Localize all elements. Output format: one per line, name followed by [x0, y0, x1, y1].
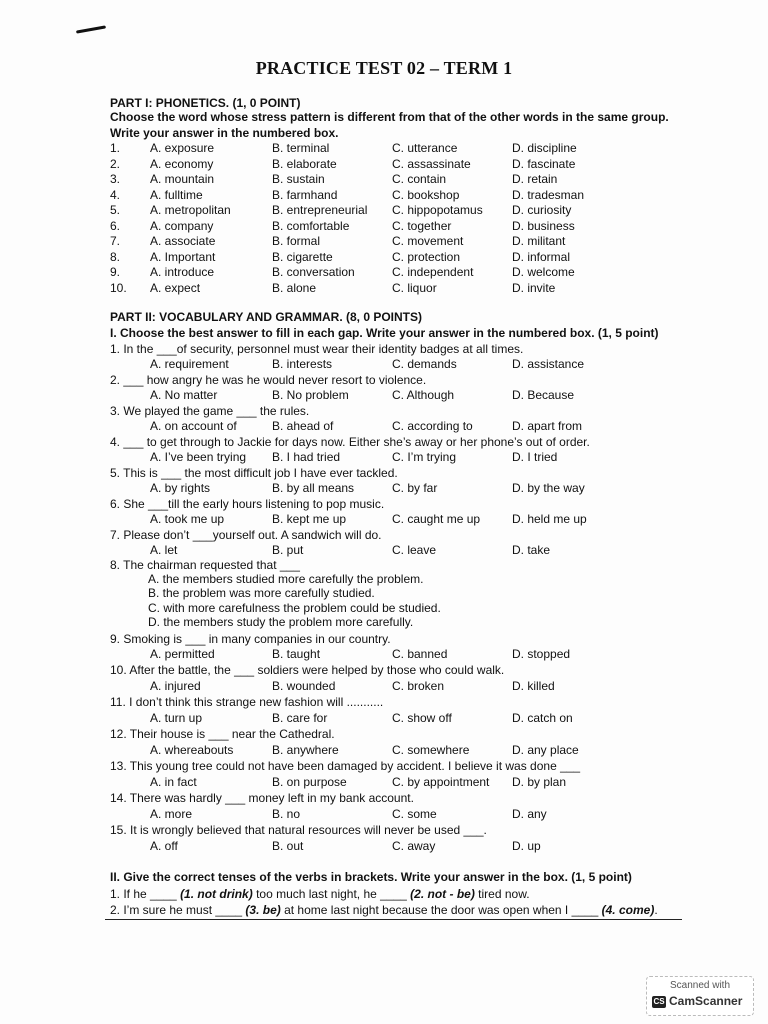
q7-option-b: B. put: [272, 543, 304, 557]
phonetics-option-a: A. expect: [150, 280, 201, 295]
phonetics-option-d: D. invite: [512, 280, 556, 295]
verb-q1-part-e: tired now.: [474, 887, 530, 901]
question-3: 3. We played the game ___ the rules.: [110, 404, 310, 418]
phonetics-number: 1.: [110, 141, 121, 155]
q10-option-a: A. injured: [150, 679, 201, 693]
q12-option-c: C. somewhere: [392, 743, 470, 757]
q1-option-b: B. interests: [272, 357, 333, 371]
phonetics-option-a: A. metropolitan: [150, 203, 231, 217]
phonetics-number: 4.: [110, 187, 121, 202]
q10-option-d: D. killed: [512, 679, 555, 693]
phonetics-option-d: D. discipline: [512, 141, 577, 155]
bottom-rule: [105, 919, 682, 920]
verb-q2-part-c: at home last night because the door was open when I ____: [280, 903, 602, 917]
phonetics-option-a: A. introduce: [150, 265, 215, 279]
verb-q2-cue-4: (4. come): [601, 903, 655, 917]
question-12: 12. Their house is ___ near the Cathedral.: [110, 727, 335, 741]
q4-option-b: B. I had tried: [272, 450, 341, 464]
q14-option-a: A. more: [150, 807, 193, 821]
q2-option-b: B. No problem: [272, 388, 349, 402]
phonetics-option-b: B. sustain: [272, 172, 325, 186]
verb-q2-part-e: .: [654, 903, 658, 917]
q12-option-d: D. any place: [512, 743, 579, 757]
phonetics-option-c: C. assassinate: [392, 156, 471, 171]
question-4: 4. ___ to get through to Jackie for days now. Either she’s away or her phone’s out of order.: [110, 435, 590, 449]
phonetics-option-b: B. elaborate: [272, 156, 337, 171]
part1-instruction-2: Write your answer in the numbered box.: [110, 126, 339, 140]
watermark-caption: Scanned with: [669, 980, 731, 991]
phonetics-option-a: A. associate: [150, 234, 216, 248]
phonetics-option-d: D. informal: [512, 249, 571, 264]
q5-option-c: C. by far: [392, 481, 438, 495]
verb-q1-part-c: too much last night, he ____: [252, 887, 411, 901]
phonetics-option-c: C. together: [392, 218, 452, 233]
q3-option-a: A. on account of: [150, 419, 237, 433]
part1-instruction-1: Choose the word whose stress pattern is different from that of the other words in the same group.: [110, 110, 669, 124]
question-13: 13. This young tree could not have been damaged by accident. I believe it was done ___: [110, 759, 581, 773]
phonetics-option-d: D. welcome: [512, 265, 575, 279]
question-9: 9. Smoking is ___ in many companies in our country.: [110, 632, 391, 646]
phonetics-option-a: A. mountain: [150, 172, 215, 186]
verb-question-2: [110, 903, 658, 917]
q14-option-c: C. some: [392, 807, 437, 821]
phonetics-option-d: D. curiosity: [512, 203, 572, 217]
q3-option-c: C. according to: [392, 419, 473, 433]
q13-option-d: D. by plan: [512, 775, 567, 789]
q15-option-b: B. out: [272, 839, 304, 853]
phonetics-option-b: B. terminal: [272, 141, 330, 155]
question-2: 2. ___ how angry he was he would never resort to violence.: [110, 373, 427, 387]
q7-option-a: A. let: [150, 543, 178, 557]
q7-option-d: D. take: [512, 543, 551, 557]
phonetics-option-b: B. conversation: [272, 265, 355, 279]
q15-option-a: A. off: [150, 839, 178, 853]
q7-option-c: C. leave: [392, 543, 437, 557]
q2-option-c: C. Although: [392, 388, 455, 402]
q4-option-a: A. I’ve been trying: [150, 450, 247, 464]
verb-q1-cue-1: (1. not drink): [180, 887, 253, 901]
phonetics-number: 3.: [110, 172, 121, 186]
phonetics-number: 7.: [110, 234, 121, 248]
phonetics-number: 6.: [110, 218, 121, 233]
q8-option-c: C. with more carefulness the problem could be studied.: [148, 601, 441, 615]
page-title: PRACTICE TEST 02 – TERM 1: [255, 58, 513, 78]
q12-option-a: A. whereabouts: [150, 743, 234, 757]
phonetics-option-d: D. retain: [512, 172, 558, 186]
q5-option-a: A. by rights: [150, 481, 211, 495]
q1-option-c: C. demands: [392, 357, 457, 371]
camscanner-watermark: [646, 976, 754, 1016]
q8-option-b: B. the problem was more carefully studied.: [148, 586, 375, 600]
watermark-brand: CamScanner: [669, 994, 743, 1008]
q4-option-d: D. I tried: [512, 450, 558, 464]
question-11: 11. I don’t think this strange new fashion will ...........: [110, 695, 384, 709]
question-8: 8. The chairman requested that ___: [110, 558, 300, 572]
q5-option-b: B. by all means: [272, 481, 355, 495]
phonetics-option-d: D. fascinate: [512, 156, 576, 171]
phonetics-option-b: B. farmhand: [272, 187, 338, 202]
verb-question-1: [110, 887, 530, 901]
phonetics-option-d: D. tradesman: [512, 187, 585, 202]
question-10: 10. After the battle, the ___ soldiers were helped by those who could walk.: [110, 663, 505, 677]
phonetics-option-d: D. business: [512, 218, 575, 233]
verb-q2-part-a: 2. I’m sure he must ____: [110, 903, 246, 917]
q6-option-c: C. caught me up: [392, 512, 481, 526]
question-1: 1. In the ___of security, personnel must wear their identity badges at all times.: [110, 342, 524, 356]
q6-option-d: D. held me up: [512, 512, 587, 526]
q1-option-a: A. requirement: [150, 357, 229, 371]
phonetics-option-c: C. liquor: [392, 280, 437, 295]
q6-option-b: B. kept me up: [272, 512, 347, 526]
phonetics-option-c: C. independent: [392, 265, 474, 279]
q13-option-a: A. in fact: [150, 775, 197, 789]
part2-section1-instruction: I. Choose the best answer to fill in each gap. Write your answer in the numbered box. (1, 5 point): [110, 326, 659, 340]
phonetics-number: 10.: [110, 280, 127, 295]
phonetics-option-b: B. formal: [272, 234, 321, 248]
q9-option-c: C. banned: [392, 647, 448, 661]
phonetics-number: 9.: [110, 265, 121, 279]
q8-option-d: D. the members study the problem more carefully.: [148, 615, 414, 629]
q13-option-c: C. by appointment: [392, 775, 490, 789]
phonetics-option-c: C. movement: [392, 234, 464, 248]
camscanner-logo-icon: CS: [653, 997, 665, 1006]
q11-option-c: C. show off: [392, 711, 452, 725]
q13-option-b: B. on purpose: [272, 775, 347, 789]
pen-stroke-mark: [76, 25, 106, 33]
q2-option-d: D. Because: [512, 388, 575, 402]
phonetics-option-c: C. utterance: [392, 141, 458, 155]
q11-option-a: A. turn up: [150, 711, 203, 725]
q3-option-b: B. ahead of: [272, 419, 334, 433]
question-15: 15. It is wrongly believed that natural resources will never be used ___.: [110, 823, 487, 837]
q14-option-b: B. no: [272, 807, 301, 821]
phonetics-option-a: A. Important: [150, 249, 216, 264]
phonetics-number: 5.: [110, 203, 121, 217]
part2-section2-instruction: II. Give the correct tenses of the verbs in brackets. Write your answer in the box. (1, 5 point): [110, 870, 632, 884]
q1-option-d: D. assistance: [512, 357, 585, 371]
q9-option-d: D. stopped: [512, 647, 571, 661]
q15-option-c: C. away: [392, 839, 436, 853]
phonetics-number: 8.: [110, 249, 121, 264]
q12-option-b: B. anywhere: [272, 743, 339, 757]
verb-q1-cue-2: (2. not - be): [410, 887, 475, 901]
q15-option-d: D. up: [512, 839, 541, 853]
question-5: 5. This is ___ the most difficult job I have ever tackled.: [110, 466, 398, 480]
q9-option-b: B. taught: [272, 647, 321, 661]
phonetics-option-c: C. protection: [392, 249, 461, 264]
q10-option-c: C. broken: [392, 679, 445, 693]
phonetics-option-c: C. bookshop: [392, 187, 460, 202]
phonetics-option-a: A. fulltime: [150, 187, 203, 202]
phonetics-option-d: D. militant: [512, 234, 566, 248]
q5-option-d: D. by the way: [512, 481, 585, 495]
q10-option-b: B. wounded: [272, 679, 336, 693]
phonetics-option-b: B. comfortable: [272, 218, 350, 233]
phonetics-option-c: C. hippopotamus: [392, 203, 483, 217]
q2-option-a: A. No matter: [150, 388, 218, 402]
q11-option-d: D. catch on: [512, 711, 573, 725]
phonetics-number: 2.: [110, 156, 121, 171]
phonetics-option-b: B. alone: [272, 280, 317, 295]
q3-option-d: D. apart from: [512, 419, 583, 433]
q6-option-a: A. took me up: [150, 512, 225, 526]
part2-heading: PART II: VOCABULARY AND GRAMMAR. (8, 0 POINTS): [110, 310, 423, 324]
phonetics-option-b: B. entrepreneurial: [272, 203, 368, 217]
phonetics-option-a: A. economy: [150, 156, 214, 171]
q11-option-b: B. care for: [272, 711, 328, 725]
phonetics-option-b: B. cigarette: [272, 249, 333, 264]
question-14: 14. There was hardly ___ money left in my bank account.: [110, 791, 414, 805]
q8-option-a: A. the members studied more carefully the problem.: [148, 572, 424, 586]
q14-option-d: D. any: [512, 807, 547, 821]
phonetics-option-c: C. contain: [392, 172, 447, 186]
question-6: 6. She ___till the early hours listening to pop music.: [110, 497, 385, 511]
q9-option-a: A. permitted: [150, 647, 215, 661]
question-7: 7. Please don’t ___yourself out. A sandwich will do.: [110, 528, 382, 542]
q4-option-c: C. I’m trying: [392, 450, 457, 464]
verb-q2-cue-3: (3. be): [245, 903, 281, 917]
verb-q1-part-a: 1. If he ____: [110, 887, 181, 901]
phonetics-option-a: A. exposure: [150, 141, 215, 155]
part1-heading: PART I: PHONETICS. (1, 0 POINT): [110, 96, 301, 110]
phonetics-option-a: A. company: [150, 218, 214, 233]
